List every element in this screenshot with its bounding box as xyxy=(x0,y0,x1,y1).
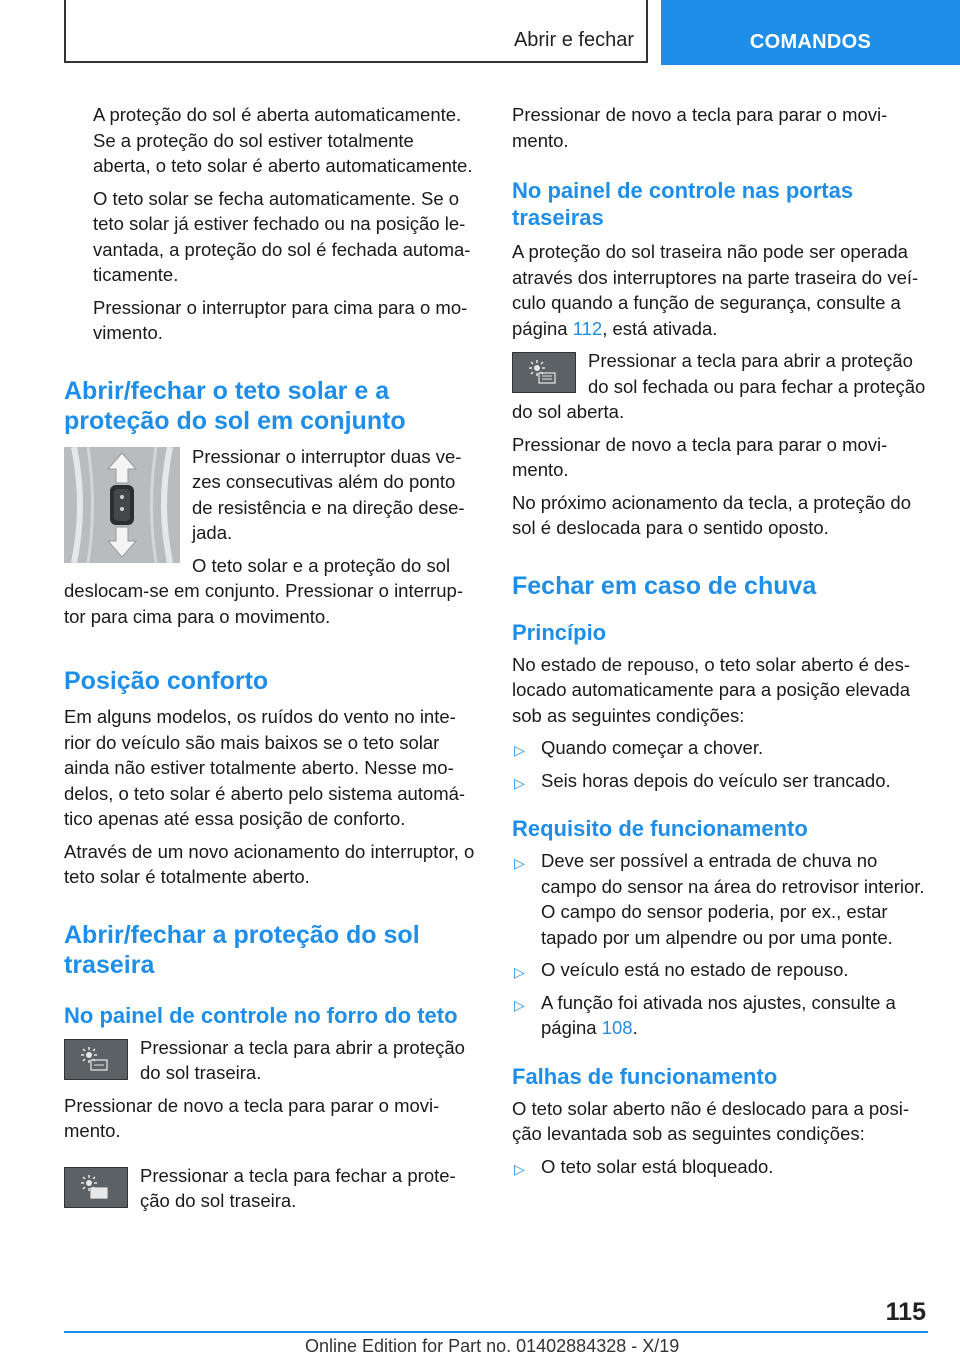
bullet-triangle-icon: ▷ xyxy=(514,1160,525,1177)
sunblind-icon xyxy=(65,1040,127,1079)
bullet-triangle-icon: ▷ xyxy=(514,742,525,758)
paragraph: O teto solar aberto não é deslocado para a posição levantada sob as seguintes condições: xyxy=(512,1097,909,1144)
paragraph: Em alguns modelos, os ruídos do vento no interior do veículo são mais baixos se o teto solar ainda não estiver totalmente aberto. Nesse modelos, o teto solar é aberto pelo sistema automático apenas até essa posição de conforto. xyxy=(64,706,466,829)
sunblind-close-button-image xyxy=(64,1167,128,1208)
list-item: ▷ O teto solar está bloqueado. xyxy=(512,1154,926,1180)
heading-together: Abrir/fechar o teto solar e a proteção do sol em conjunto xyxy=(64,376,406,435)
paragraph: O teto solar se fecha automaticamente. Se o teto solar já estiver fechado ou na posição levantada, a proteção do sol é fechada automaticamente. xyxy=(93,187,471,285)
subheading-requirement: Requisito de funcionamento xyxy=(512,816,808,841)
roof-switch-illustration xyxy=(64,447,180,563)
list-item: ▷ A função foi ativada nos ajustes, consulte a página 108. xyxy=(514,991,896,1038)
paragraph: Pressionar o interruptor duas vezes consecutivas além do ponto de resistência e na direção desejada. xyxy=(192,445,465,543)
left-column xyxy=(64,102,476,1221)
right-column xyxy=(512,102,926,1186)
page-number: 115 xyxy=(885,1298,926,1326)
paragraph: Pressionar a tecla para abrir a proteção do sol fechada ou para fechar a proteção do sol aberta. xyxy=(512,350,926,422)
paragraph: Através de um novo acionamento do interruptor, o teto solar é totalmente aberto. xyxy=(64,840,475,887)
subheading-failures: Falhas de funcionamento xyxy=(512,1063,778,1089)
failure-list xyxy=(512,1154,926,1180)
sunblind-open-button-image xyxy=(64,1039,128,1080)
bullet-triangle-icon: ▷ xyxy=(514,996,525,1013)
paragraph: Pressionar de novo a tecla para parar o movimento. xyxy=(64,1094,440,1141)
header-frame xyxy=(64,0,648,63)
page-link-108[interactable]: 108 xyxy=(601,1017,633,1038)
list-item: ▷ Quando começar a chover. xyxy=(512,735,926,761)
paragraph: No estado de repouso, o teto solar aberto é deslocado automaticamente para a posição elevada sob as seguintes condições: xyxy=(512,653,911,726)
footer-divider xyxy=(64,1331,928,1333)
section-title: Abrir e fechar xyxy=(513,29,634,51)
requirement-list xyxy=(512,848,926,1041)
paragraph: Pressionar a tecla para abrir a proteção do sol traseira. xyxy=(140,1036,465,1083)
bullet-triangle-icon: ▷ xyxy=(514,774,525,791)
paragraph: Pressionar o interruptor para cima para o movimento. xyxy=(93,296,468,343)
list-item: ▷ Deve ser possível a entrada de chuva no campo do sensor na área do retrovisor interior. O campo do sensor poderia, por ex., estar tapado por um alpendre ou por uma ponte. xyxy=(514,850,925,948)
paragraph: Pressionar de novo a tecla para parar o movimento. xyxy=(512,104,888,151)
paragraph: O teto solar e a proteção do sol deslocam-se em conjunto. Pressionar o interruptor para cima para o movimento. xyxy=(64,554,463,627)
chapter-tab[interactable]: COMANDOS xyxy=(661,0,960,65)
paragraph: No próximo acionamento da tecla, a proteção do sol é deslocada para o sentido oposto. xyxy=(512,491,912,538)
sunblind-icon xyxy=(65,1168,127,1207)
heading-rear-sunblind: Abrir/fechar a proteção do sol traseira xyxy=(64,920,420,979)
paragraph: A proteção do sol é aberta automaticamente. Se a proteção do sol estiver totalmente aberta, o teto solar é aberto automaticamente. xyxy=(93,104,473,176)
bullet-triangle-icon: ▷ xyxy=(514,855,525,871)
paragraph: Pressionar a tecla para fechar a proteção do sol traseira. xyxy=(140,1164,456,1211)
edition-footer: Online Edition for Part no. 01402884328 - X/19 xyxy=(305,1336,680,1356)
subheading-principle: Princípio xyxy=(512,619,607,645)
list-item: ▷ Seis horas depois do veículo ser trancado. xyxy=(512,768,926,794)
sunblind-icon xyxy=(513,353,575,392)
paragraph: Pressionar de novo a tecla para parar o movimento. xyxy=(512,433,888,480)
door-sunblind-button-image xyxy=(512,352,576,393)
bullet-triangle-icon: ▷ xyxy=(514,964,525,980)
subheading-ceiling: No painel de controle no forro do teto xyxy=(64,1002,458,1028)
page-link-112[interactable]: 112 xyxy=(572,317,603,339)
condition-list xyxy=(512,735,926,793)
heading-rain: Fechar em caso de chuva xyxy=(512,571,817,600)
heading-rear-doors: No painel de controle nas portas traseiras xyxy=(512,178,854,230)
paragraph: A proteção do sol traseira não pode ser operada através dos interruptores na parte traseira do veículo quando a função de segurança, consulte a página 112, está ativada. xyxy=(512,241,919,339)
heading-comfort: Posição conforto xyxy=(64,667,269,695)
list-item: ▷ O veículo está no estado de repouso. xyxy=(512,957,926,983)
